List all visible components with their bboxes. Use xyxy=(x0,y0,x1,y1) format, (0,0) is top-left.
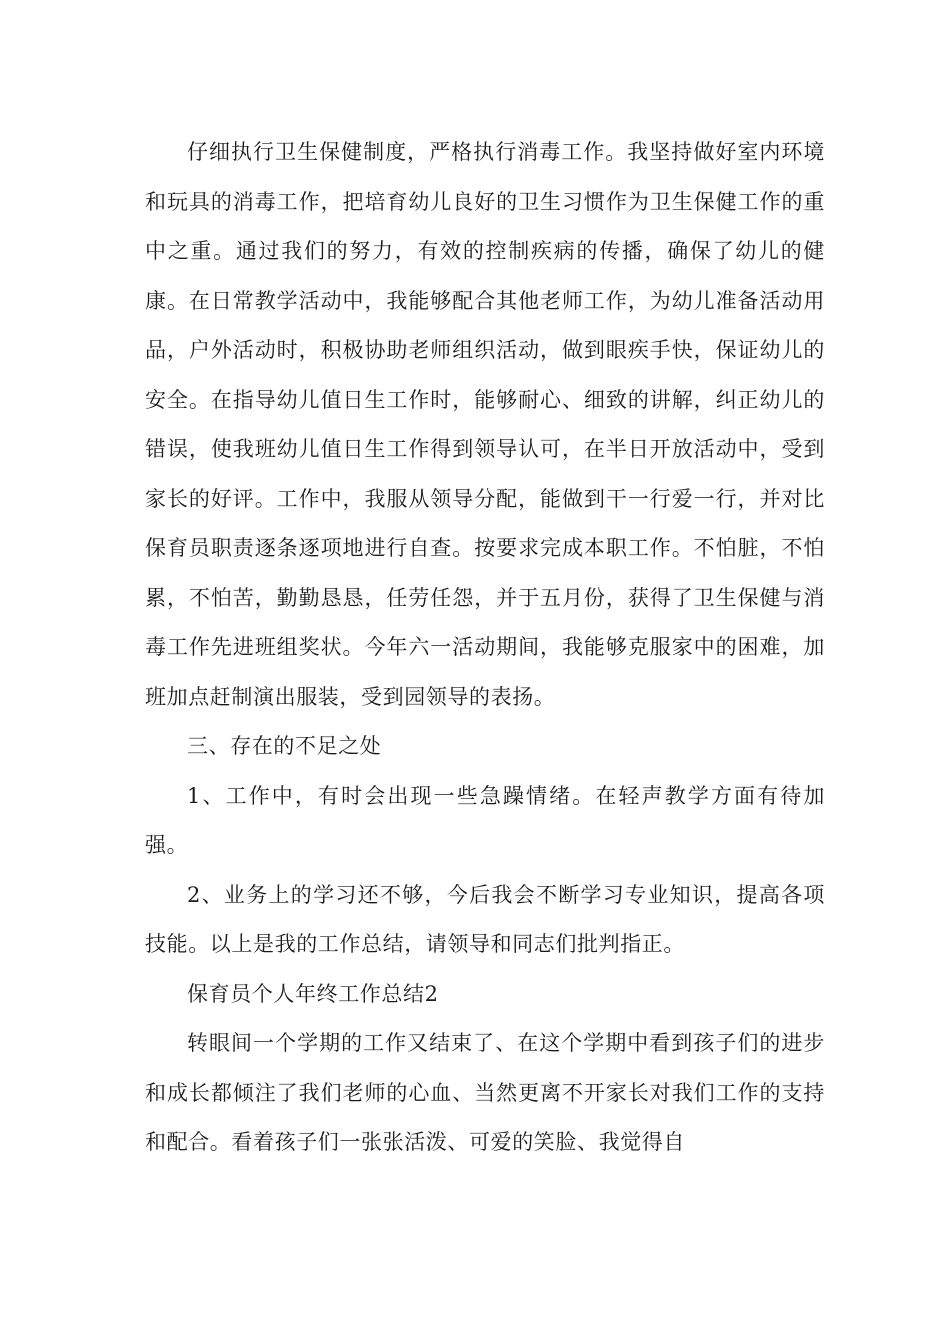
paragraph-shortcoming-1: 1、工作中，有时会出现一些急躁情绪。在轻声教学方面有待加强。 xyxy=(145,783,825,857)
paragraph-hygiene-work: 仔细执行卫生保健制度，严格执行消毒工作。我坚持做好室内环境和玩具的消毒工作，把培育幼儿良好的卫生习惯作为卫生保健工作的重中之重。通过我们的努力，有效的控制疾病的传播，确保了幼儿的健康。在日常教学活动中，我能够配合其他老师工作，为幼儿准备活动用品，户外活动时，积极协助老师组织活动，做到眼疾手快，保证幼儿的安全。在指导幼儿值日生工作时，能够耐心、细致的讲解，纠正幼儿的错误，使我班幼儿值日生工作得到领导认可，在半日开放活动中，受到家长的好评。工作中，我服从领导分配，能做到干一行爱一行，并对比保育员职责逐条逐项地进行自查。按要求完成本职工作。不怕脏，不怕累，不怕苦，勤勤恳恳，任劳任怨，并于五月份，获得了卫生保健与消毒工作先进班组奖状。今年六一活动期间，我能够克服家中的困难，加班加点赶制演出服装，受到园领导的表扬。 xyxy=(145,140,825,709)
paragraph-shortcoming-2: 2、业务上的学习还不够，今后我会不断学习专业知识，提高各项技能。以上是我的工作总结，请领导和同志们批判指正。 xyxy=(145,882,825,956)
document-title-summary-2: 保育员个人年终工作总结2 xyxy=(187,981,439,1006)
section-heading-shortcomings: 三、存在的不足之处 xyxy=(187,734,382,758)
document-body xyxy=(145,128,825,1168)
paragraph-semester-intro: 转眼间一个学期的工作又结束了、在这个学期中看到孩子们的进步和成长都倾注了我们老师的心血、当然更离不开家长对我们工作的支持和配合。看着孩子们一张张活泼、可爱的笑脸、我觉得自 xyxy=(145,1031,825,1154)
